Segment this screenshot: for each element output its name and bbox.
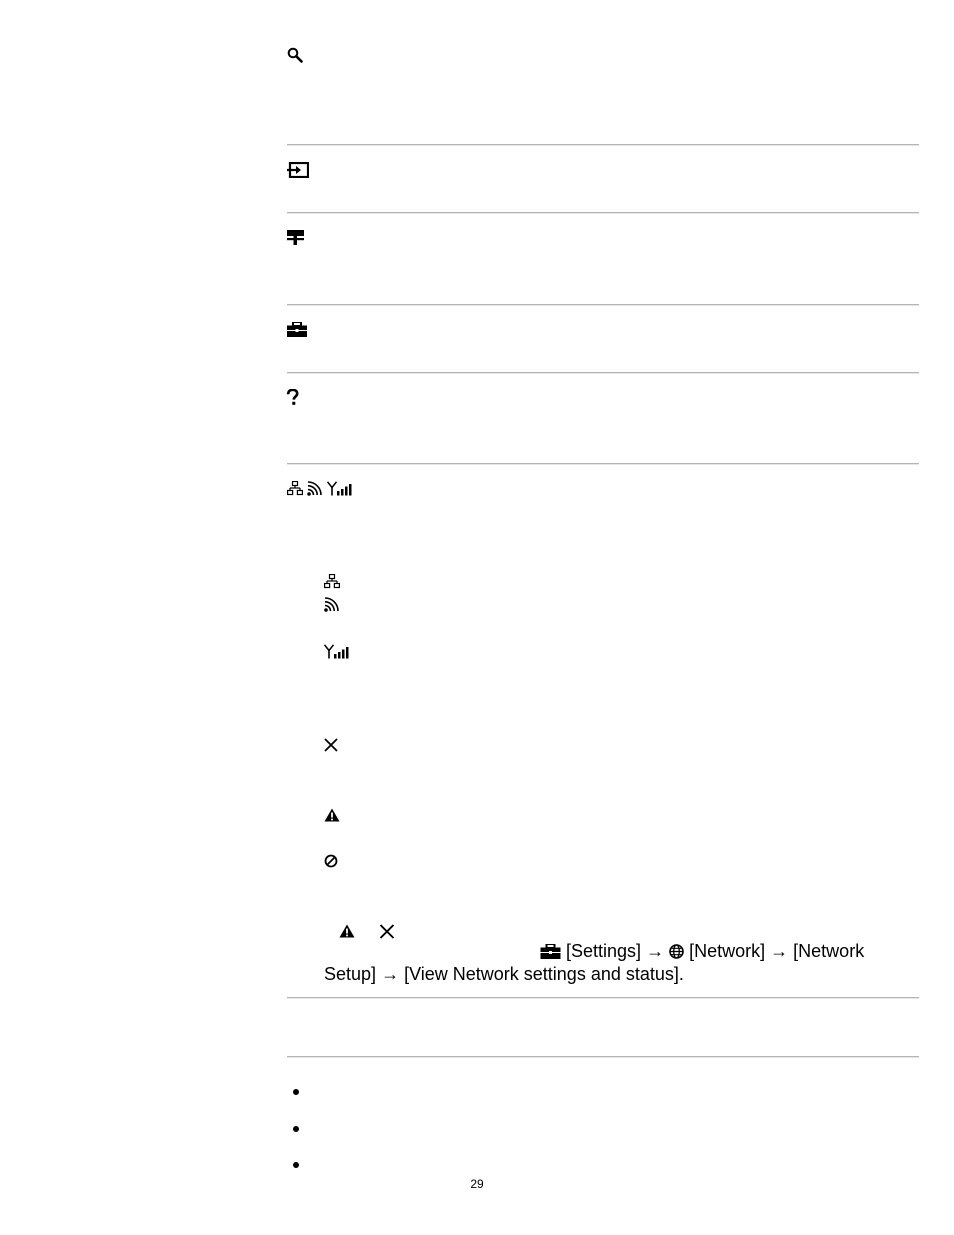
warning-icon — [339, 924, 355, 938]
path-arrow: → — [646, 941, 665, 961]
signal-strength-icon — [324, 644, 351, 659]
wireless-network-icon — [307, 481, 323, 496]
warning-icon — [324, 808, 340, 822]
settings-path-line-1 — [540, 940, 864, 964]
list-bullet — [293, 1162, 299, 1168]
timer-icon — [287, 230, 305, 245]
cross-icon — [324, 738, 338, 752]
path-arrow: → — [381, 964, 400, 984]
path-arrow: → — [770, 941, 789, 961]
network-menu-label: [Network] — [689, 941, 766, 961]
help-icon — [286, 389, 300, 406]
signal-strength-icon — [327, 481, 354, 496]
network-setup-label-start: [Network — [793, 941, 865, 961]
settings-path-line-2 — [324, 963, 684, 985]
wireless-network-icon — [324, 597, 340, 612]
divider — [287, 1056, 919, 1058]
input-icon — [287, 162, 309, 178]
divider — [287, 212, 919, 214]
page-number: 29 — [470, 1177, 484, 1191]
divider — [287, 997, 919, 999]
wired-network-icon — [287, 481, 303, 496]
cross-icon — [379, 924, 395, 939]
list-bullet — [293, 1126, 299, 1132]
divider — [287, 372, 919, 374]
network-setup-label-end: Setup] — [324, 964, 377, 984]
globe-icon — [669, 942, 684, 964]
prohibited-icon — [324, 854, 338, 868]
divider — [287, 304, 919, 306]
settings-menu-label: [Settings] — [566, 941, 642, 961]
search-icon — [287, 47, 303, 63]
toolbox-icon — [540, 942, 561, 964]
view-status-label: [View Network settings and status]. — [404, 964, 684, 984]
toolbox-icon — [287, 322, 307, 337]
list-bullet — [293, 1089, 299, 1095]
divider — [287, 463, 919, 465]
wired-network-icon — [324, 574, 340, 589]
divider — [287, 144, 919, 146]
